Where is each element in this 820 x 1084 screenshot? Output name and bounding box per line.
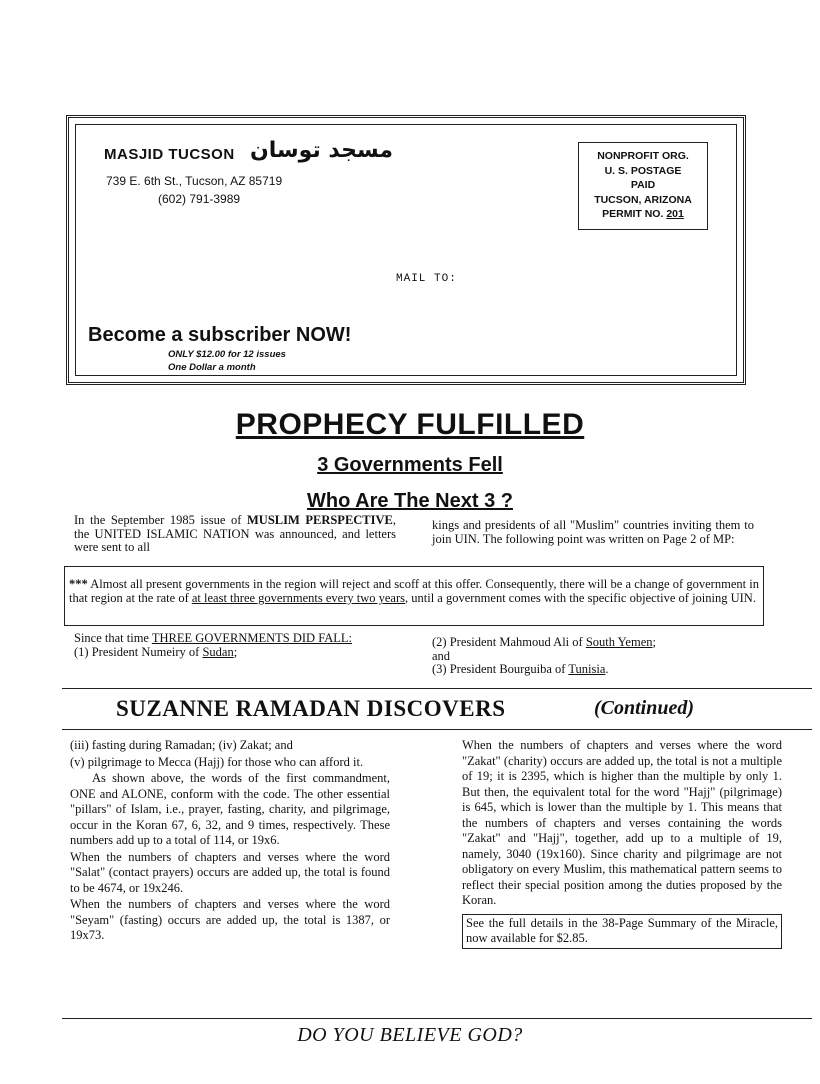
quote-underlined: at least three governments every two years — [191, 591, 405, 605]
sender-name: MASJID TUCSON — [104, 146, 235, 163]
item2-punct: ; — [652, 635, 656, 649]
subheadline-next-three: Who Are The Next 3 ? — [307, 490, 513, 512]
item3-text: (3) President Bourguiba of — [432, 662, 569, 676]
fallen-government-2 — [432, 636, 762, 650]
permit-number: 201 — [666, 208, 684, 220]
fallen-government-3 — [432, 663, 762, 677]
item3-country: Tunisia — [568, 662, 606, 676]
main-headline: PROPHECY FULFILLED — [235, 408, 585, 441]
sender-address: 739 E. 6th St., Tucson, AZ 85719 — [106, 174, 283, 188]
left-paragraph-1: (iii) fasting during Ramadan; (iv) Zakat; and — [70, 738, 293, 752]
left-paragraph-3: As shown above, the words of the first commandment, ONE and ALONE, conform with the code. The other essential "pillars" of Islam, i.e., prayer, fasting, charity, and pilgrimage, occur in the Koran 67, 6, 32, and 9 times, respectively. These numbers add up to a total of 114, or 19x6. — [70, 771, 390, 847]
footer-rule — [62, 1018, 812, 1019]
since-right-column — [432, 636, 762, 677]
summary-offer-box: See the full details in the 38-Page Summary of the Miracle, now available for $2.85. — [462, 914, 782, 949]
subscribe-monthly: One Dollar a month — [168, 362, 256, 373]
right-paragraph-1: When the numbers of chapters and verses where the word "Zakat" (charity) occurs are added up, the total is not a multiple of 19; it is 2395, which is higher than the multiple by only 1. But then, the equivalent total for the word "Hajj" (pilgrimage) is 645, which is lower than the multiple by 1. This means that the numbers of chapters and verses containing the words "Zakat" and "Hajj", together, add up to a multiple of 19, namely, 3040 (19x160). Since charity and pilgrimage are not obligatory on every Muslim, this mathematical pattern seems to reflect their special position among the duties proposed by the Koran. — [462, 738, 782, 907]
footer-question: DO YOU BELIEVE GOD? — [297, 1024, 523, 1046]
postage-line2: U. S. POSTAGE — [604, 164, 682, 177]
intro-publication-name: MUSLIM PERSPECTIVE — [247, 513, 393, 527]
subheadline-governments-fell: 3 Governments Fell — [317, 454, 503, 476]
article-left-column — [70, 738, 390, 945]
section-divider-top — [62, 688, 812, 689]
item1-text: (1) President Numeiry of — [74, 644, 203, 659]
section-title: SUZANNE RAMADAN DISCOVERS — [116, 696, 506, 721]
section-continued: (Continued) — [594, 697, 695, 719]
item3-punct: . — [605, 662, 609, 676]
subscribe-banner: Become a subscriber NOW! — [88, 324, 352, 346]
postage-indicia — [578, 142, 708, 230]
fallen-government-1 — [74, 646, 400, 660]
quote-stars: *** — [69, 577, 88, 591]
since-text: Since that time — [74, 631, 152, 645]
and-text: and — [432, 648, 451, 663]
since-statement — [74, 632, 400, 646]
postage-line3: PAID — [630, 179, 656, 191]
mail-to-label: MAIL TO: — [396, 273, 457, 285]
subscribe-price: ONLY $12.00 for 12 issues — [168, 349, 286, 360]
intro-left-text-c: , the UNITED ISLAMIC NATION was announced, and letters were sent to all — [74, 513, 396, 554]
section-title-rule — [62, 729, 812, 730]
intro-left-column — [74, 514, 396, 555]
left-paragraph-4: When the numbers of chapters and verses where the word "Salat" (contact prayers) occurs are added up, the total is found to be 4674, or 19x246. — [70, 849, 390, 895]
since-governments-fell: THREE GOVERNMENTS DID FALL: — [151, 631, 352, 645]
sender-phone: (602) 791-3989 — [158, 192, 241, 206]
intro-right-column: kings and presidents of all "Muslim" countries inviting them to join UIN. The following point was written on Page 2 of MP: — [432, 518, 754, 546]
left-paragraph-5: When the numbers of chapters and verses where the word "Seyam" (fasting) occurs are added up, the total is 1387, or 19x73. — [70, 897, 390, 942]
prophecy-quote-box — [64, 566, 764, 626]
item1-country: Sudan — [202, 644, 234, 659]
quote-text-a: Almost all present governments in the region will reject and scoff at this offer. Consequently, there will be a change of government in that region at the rate of — [69, 577, 759, 605]
item2-text: (2) President Mahmoud Ali of — [432, 635, 586, 649]
article-right-column — [462, 738, 782, 949]
since-left-column — [74, 632, 400, 659]
postage-line1: NONPROFIT ORG. — [597, 150, 689, 162]
postage-permit — [579, 207, 707, 222]
permit-label: PERMIT NO. — [602, 208, 664, 220]
intro-left-text-a: In the September 1985 issue of — [74, 513, 247, 527]
sender-name-arabic: مسجد توسان — [250, 138, 393, 163]
quote-text-b: , until a government comes with the specific objective of joining UIN. — [405, 591, 756, 605]
item2-country: South Yemen — [585, 635, 653, 649]
item1-punct: ; — [233, 644, 238, 659]
postage-line4: TUCSON, ARIZONA — [594, 193, 692, 206]
left-paragraph-2: (v) pilgrimage to Mecca (Hajj) for those who can afford it. — [70, 754, 364, 769]
